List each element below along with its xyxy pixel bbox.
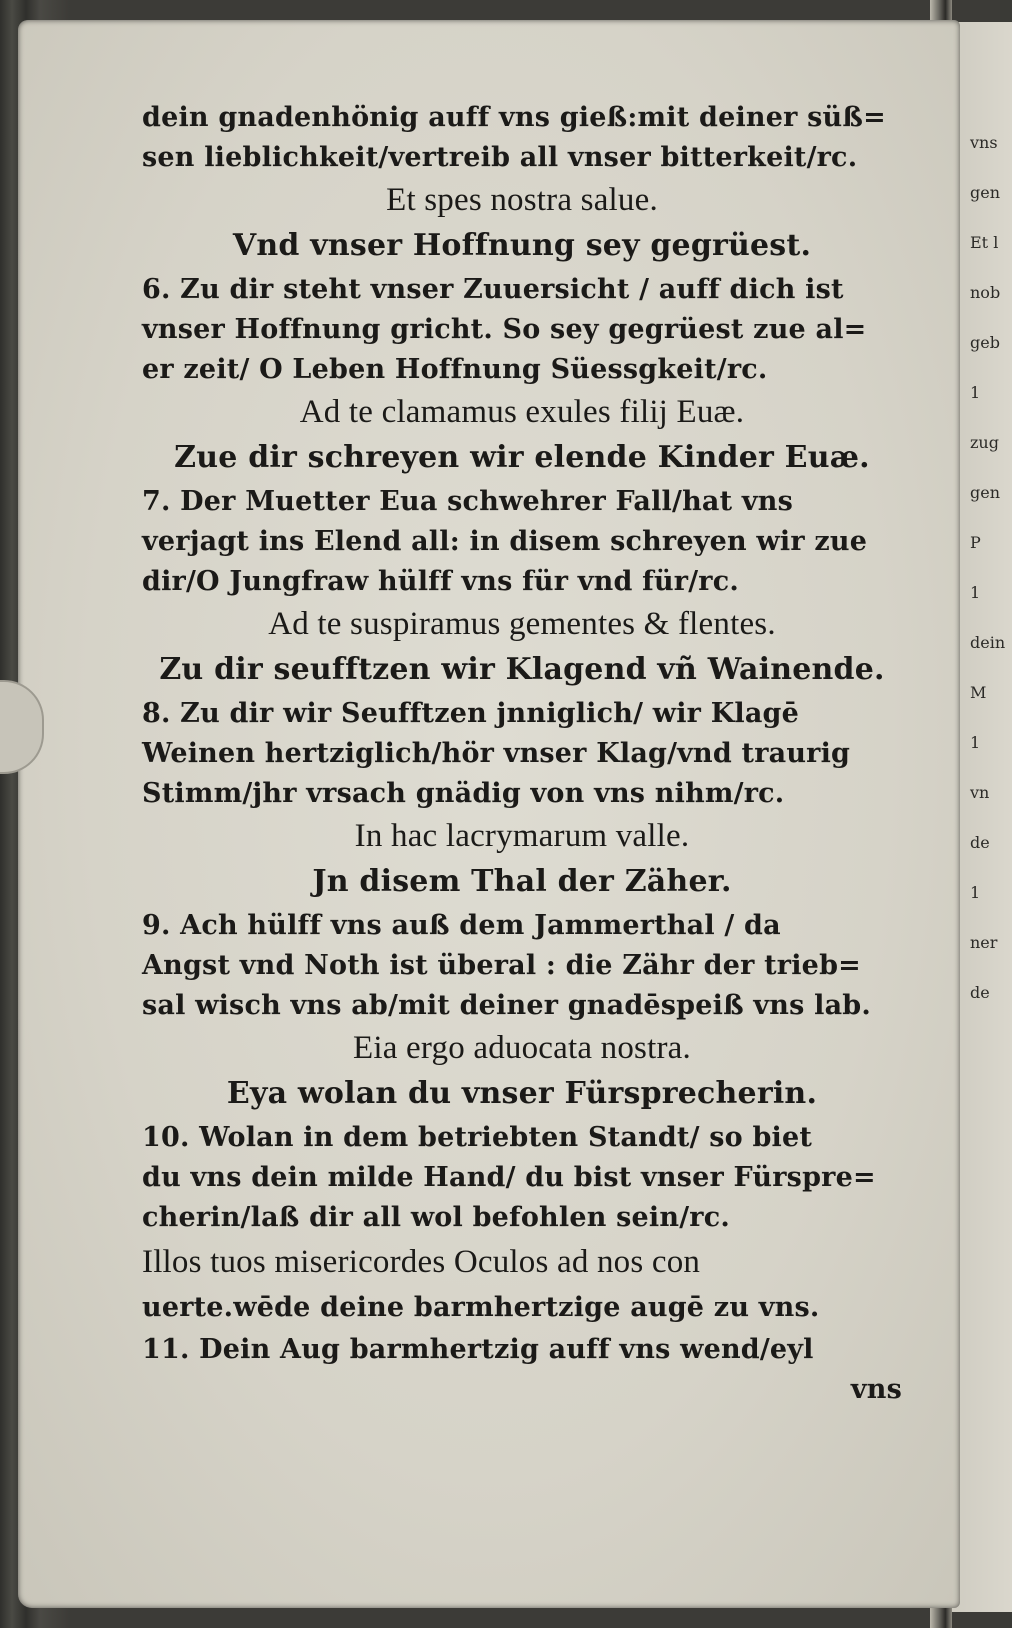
text-line: In hac lacrymarum valle. (354, 818, 690, 854)
margin-fragment: de (970, 983, 990, 1002)
text-line: Eya wolan du vnser Fürsprecherin. (226, 1076, 818, 1111)
facing-page-fragments (970, 118, 1006, 1018)
text-line: Illos tuos misericordes Oculos ad nos con (142, 1244, 701, 1280)
margin-fragment: P (970, 533, 981, 552)
margin-fragment: 1 (970, 883, 981, 902)
text-line: vns (850, 1374, 902, 1405)
text-line: 10. Wolan in dem betriebten Standt/ so biet (142, 1122, 813, 1153)
text-line: Vnd vnser Hoffnung sey gegrüest. (232, 228, 812, 263)
text-line: Et spes nostra salue. (386, 182, 658, 218)
margin-fragment: dein (970, 633, 1006, 652)
margin-fragment: gen (970, 483, 1001, 502)
margin-fragment: ner (970, 933, 998, 952)
text-line: cherin/laß dir all wol befohlen sein/rc. (142, 1202, 730, 1233)
text-line: Stimm/jhr vrsach gnädig von vns nihm/rc. (142, 778, 785, 809)
text-line: 7. Der Muetter Eua schwehrer Fall/hat vns (142, 486, 793, 517)
text-line: Eia ergo aduocata nostra. (353, 1030, 691, 1066)
margin-fragment: zug (970, 433, 999, 452)
text-line: dein gnadenhönig auff vns gieß:mit deiner süß= (142, 102, 886, 133)
margin-fragment: 1 (970, 383, 981, 402)
text-line: sal wisch vns ab/mit deiner gnadēspeiß vns lab. (142, 990, 871, 1021)
text-line: Ad te suspiramus gementes & flentes. (268, 606, 776, 642)
margin-fragment: Et l (970, 233, 999, 252)
text-line: dir/O Jungfraw hülff vns für vnd für/rc. (142, 566, 739, 597)
margin-fragment: vns (970, 133, 998, 152)
text-line: Ad te clamamus exules filij Euæ. (299, 394, 745, 430)
margin-fragment: M (970, 683, 987, 702)
text-line: du vns dein milde Hand/ du bist vnser Fürspre= (142, 1162, 876, 1193)
text-line: Zu dir seufftzen wir Klagend vñ Wainende. (159, 652, 885, 687)
margin-fragment: gen (970, 183, 1001, 202)
text-line: 9. Ach hülff vns auß dem Jammerthal / da (142, 910, 781, 941)
text-line: Zue dir schreyen wir elende Kinder Euæ. (174, 440, 870, 475)
text-line: er zeit/ O Leben Hoffnung Süessgkeit/rc. (142, 354, 768, 385)
margin-fragment: 1 (970, 583, 981, 602)
text-line: Weinen hertziglich/hör vnser Klag/vnd traurig (142, 738, 851, 769)
text-line: Jn disem Thal der Zäher. (312, 864, 732, 899)
text-line: 11. Dein Aug barmhertzig auff vns wend/eyl (142, 1334, 814, 1365)
text-line: verjagt ins Elend all: in disem schreyen wir zue (142, 526, 868, 557)
margin-fragment: geb (970, 333, 1000, 352)
text-line: vnser Hoffnung gricht. So sey gegrüest zue al= (142, 314, 867, 345)
text-line: uerte.wēde deine barmhertzige augē zu vns. (142, 1292, 820, 1323)
margin-fragment: 1 (970, 733, 981, 752)
text-line: sen lieblichkeit/vertreib all vnser bitterkeit/rc. (142, 142, 858, 173)
text-line: 6. Zu dir steht vnser Zuuersicht / auff dich ist (142, 274, 844, 305)
margin-fragment: vn (970, 783, 990, 802)
page-text (142, 98, 902, 1410)
text-line: 8. Zu dir wir Seufftzen jnniglich/ wir Klagē (142, 698, 799, 729)
text-line: Angst vnd Noth ist überal : die Zähr der trieb= (142, 950, 861, 981)
margin-fragment: nob (970, 283, 1001, 302)
margin-fragment: de (970, 833, 990, 852)
